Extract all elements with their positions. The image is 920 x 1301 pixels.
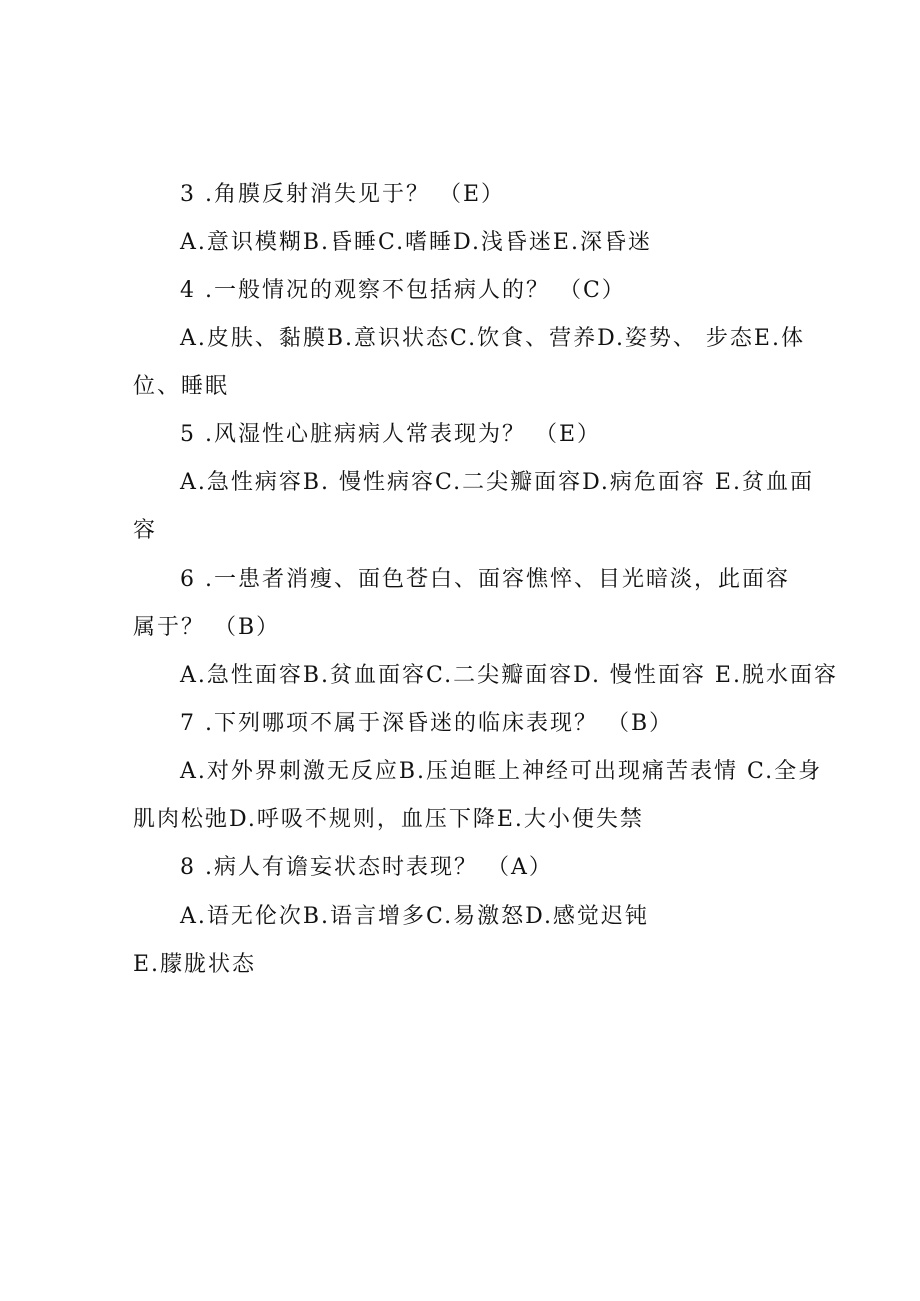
question-4-options: A.皮肤、黏膜B.意识状态C.饮食、营养D.姿势、 步态E.体 bbox=[180, 326, 805, 351]
question-4-options-continued: 位、睡眠 bbox=[133, 374, 230, 399]
question-8-options: A.语无伦次B.语言增多C.易激怒D.感觉迟钝 bbox=[180, 904, 649, 929]
question-8: 8 .病人有谵妄状态时表现？ （A） bbox=[180, 855, 553, 880]
question-4: 4 .一般情况的观察不包括病人的？ （C） bbox=[180, 278, 626, 303]
question-6: 6 .一患者消瘦、面色苍白、面容憔悴、目光暗淡，此面容 bbox=[180, 567, 790, 592]
question-3: 3 .角膜反射消失见于？ （E） bbox=[180, 182, 506, 207]
question-5-options: A.急性病容B. 慢性病容C.二尖瓣面容D.病危面容 E.贫血面 bbox=[180, 470, 814, 495]
question-5-options-continued: 容 bbox=[133, 518, 158, 543]
question-3-options: A.意识模糊B.昏睡C.嗜睡D.浅昏迷E.深昏迷 bbox=[180, 230, 652, 255]
question-7: 7 .下列哪项不属于深昏迷的临床表现？ （B） bbox=[180, 711, 674, 736]
question-7-options-continued: 肌肉松弛D.呼吸不规则，血压下降E.大小便失禁 bbox=[133, 807, 644, 832]
question-6-options: A.急性面容B.贫血面容C.二尖瓣面容D. 慢性面容 E.脱水面容 bbox=[180, 663, 838, 688]
question-7-options: A.对外界刺激无反应B.压迫眶上神经可出现痛苦表情 C.全身 bbox=[180, 759, 823, 784]
question-8-options-continued: E.朦胧状态 bbox=[133, 952, 257, 977]
question-6-continued: 属于？ （B） bbox=[133, 615, 281, 640]
question-5: 5 .风湿性心脏病病人常表现为？ （E） bbox=[180, 422, 602, 447]
